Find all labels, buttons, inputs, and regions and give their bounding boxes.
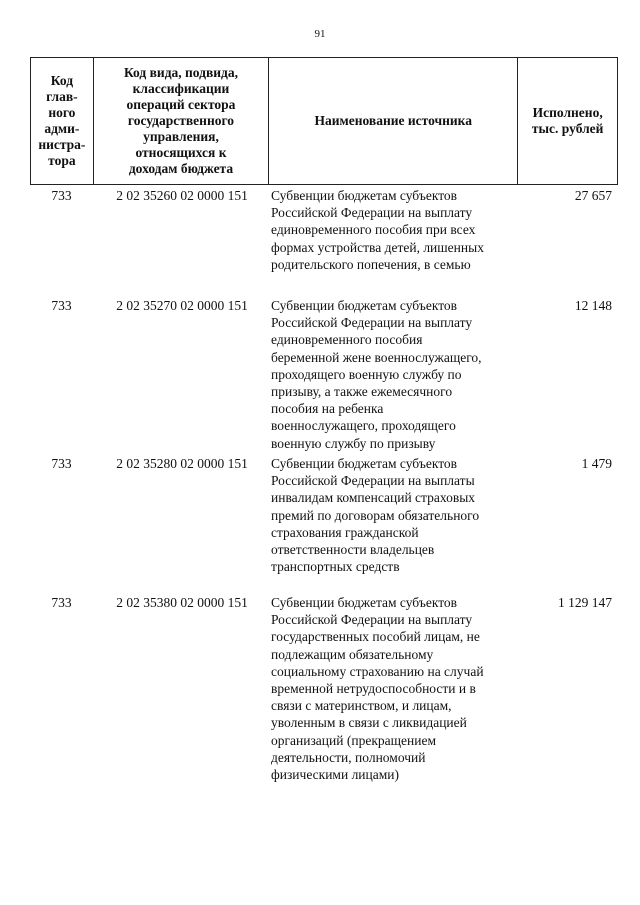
header-admin-code: Код глав- ного адми- нистра- тора xyxy=(31,58,94,184)
income-code-cell: 2 02 35260 02 0000 151 xyxy=(116,188,248,203)
table-row xyxy=(30,187,618,297)
income-code-cell: 2 02 35280 02 0000 151 xyxy=(116,456,248,471)
source-name-cell: Субвенции бюджетам субъектов Российской Федерации на выплату единовременного пособия при всех формах устройства детей, лишенных родительского попечения, в семью xyxy=(271,188,484,272)
source-name-cell: Субвенции бюджетам субъектов Российской Федерации на выплату единовременного пособия беременной жене военнослужащего, проходящего военную службу по призыву, а также ежемесячного пособия на ребенка военнослужащего, проходящего военную службу по призыву xyxy=(271,298,482,451)
admin-code-cell: 733 xyxy=(51,595,72,610)
header-income-code: Код вида, подвида, классификации операций сектора государственного управления, относящихся к доходам бюджета xyxy=(94,58,269,184)
admin-code-cell: 733 xyxy=(51,456,72,471)
header-amount: Исполнено, тыс. рублей xyxy=(531,105,604,136)
income-code-cell: 2 02 35380 02 0000 151 xyxy=(116,595,248,610)
table-row xyxy=(30,297,618,455)
amount-cell: 1 479 xyxy=(581,456,612,471)
source-name-cell: Субвенции бюджетам субъектов Российской Федерации на выплату государственных пособий лицам, не подлежащим обязательному социальному страхованию на случай временной нетрудоспособности и в связи с материнством, и лицам, уволенным в связи с ликвидацией организаций (прекращением деятельности, полномочий физическими лицами) xyxy=(271,595,484,783)
admin-code-cell: 733 xyxy=(51,188,72,203)
table-row xyxy=(30,455,618,594)
table-row xyxy=(30,594,618,794)
income-code-cell: 2 02 35270 02 0000 151 xyxy=(116,298,248,313)
header-source-name: Наименование источника xyxy=(269,58,518,184)
admin-code-cell: 733 xyxy=(51,298,72,313)
table-body xyxy=(30,187,618,794)
table-header xyxy=(30,57,618,185)
amount-cell: 12 148 xyxy=(574,298,612,313)
amount-cell: 27 657 xyxy=(574,188,612,203)
source-name-cell: Субвенции бюджетам субъектов Российской Федерации на выплаты инвалидам компенсаций страховых премий по договорам обязательного страхования гражданской ответственности владельцев транспортных средств xyxy=(271,456,480,575)
amount-cell: 1 129 147 xyxy=(558,595,612,610)
page-number: 91 xyxy=(314,28,326,40)
